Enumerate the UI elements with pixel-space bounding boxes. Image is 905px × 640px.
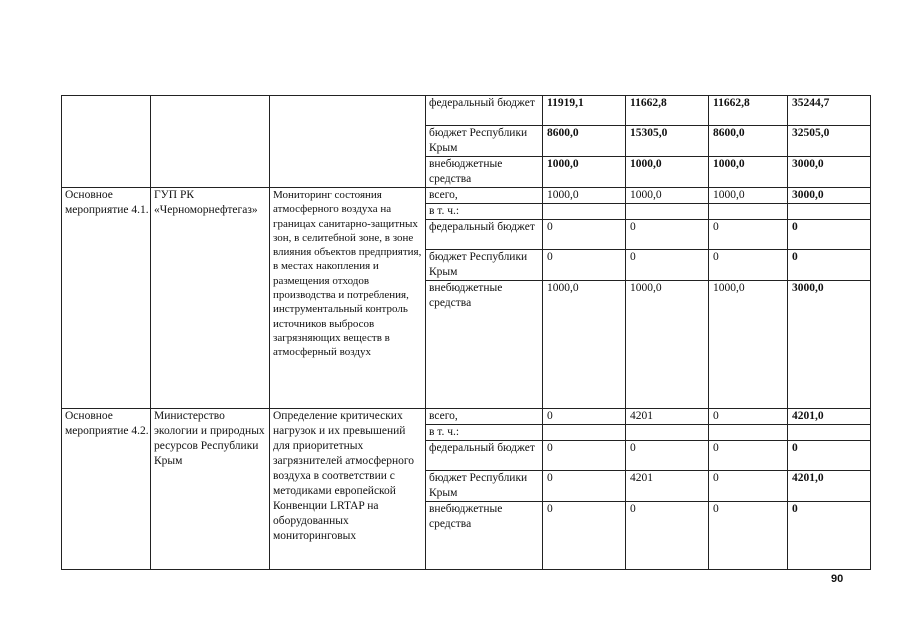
value-cell: 4201,0 bbox=[788, 471, 871, 502]
funding-source: внебюджетные средства bbox=[426, 281, 543, 409]
funding-source: внебюджетные средства bbox=[426, 157, 543, 188]
value-cell: 4201 bbox=[626, 409, 709, 425]
value-cell: 0 bbox=[709, 220, 788, 250]
funding-source: внебюджетные средства bbox=[426, 502, 543, 570]
value-cell: 0 bbox=[626, 441, 709, 471]
measure-name-cell bbox=[62, 96, 151, 188]
funding-source: в т. ч.: bbox=[426, 204, 543, 220]
executor-cell: Министерство экологии и природных ресурсов Республики Крым bbox=[151, 409, 270, 570]
table-row bbox=[62, 188, 871, 204]
value-cell: 11919,1 bbox=[543, 96, 626, 126]
value-cell: 3000,0 bbox=[788, 188, 871, 204]
value-cell: 0 bbox=[788, 250, 871, 281]
value-cell: 1000,0 bbox=[543, 157, 626, 188]
value-cell: 0 bbox=[709, 409, 788, 425]
value-cell bbox=[626, 425, 709, 441]
value-cell: 11662,8 bbox=[709, 96, 788, 126]
value-cell: 4201,0 bbox=[788, 409, 871, 425]
value-cell: 0 bbox=[543, 250, 626, 281]
value-cell: 0 bbox=[709, 441, 788, 471]
value-cell: 11662,8 bbox=[626, 96, 709, 126]
funding-source: в т. ч.: bbox=[426, 425, 543, 441]
value-cell: 1000,0 bbox=[626, 188, 709, 204]
value-cell: 0 bbox=[788, 502, 871, 570]
value-cell: 0 bbox=[543, 502, 626, 570]
value-cell bbox=[709, 425, 788, 441]
page-number: 90 bbox=[831, 573, 844, 585]
funding-table bbox=[61, 95, 871, 570]
executor-cell: ГУП РК «Черноморнефтегаз» bbox=[151, 188, 270, 409]
value-cell bbox=[709, 204, 788, 220]
description-cell bbox=[270, 96, 426, 188]
funding-source: бюджет Республики Крым bbox=[426, 471, 543, 502]
value-cell: 0 bbox=[709, 250, 788, 281]
value-cell bbox=[543, 425, 626, 441]
value-cell: 4201 bbox=[626, 471, 709, 502]
measure-name-cell: Основное мероприятие 4.1. bbox=[62, 188, 151, 409]
value-cell: 0 bbox=[709, 502, 788, 570]
value-cell: 8600,0 bbox=[709, 126, 788, 157]
value-cell: 0 bbox=[788, 220, 871, 250]
value-cell: 1000,0 bbox=[709, 157, 788, 188]
funding-source: всего, bbox=[426, 188, 543, 204]
table-row bbox=[62, 96, 871, 126]
measure-name-cell: Основное мероприятие 4.2. bbox=[62, 409, 151, 570]
value-cell: 1000,0 bbox=[626, 281, 709, 409]
value-cell: 35244,7 bbox=[788, 96, 871, 126]
value-cell bbox=[788, 204, 871, 220]
value-cell: 0 bbox=[543, 471, 626, 502]
value-cell: 32505,0 bbox=[788, 126, 871, 157]
value-cell: 0 bbox=[626, 250, 709, 281]
value-cell bbox=[543, 204, 626, 220]
value-cell: 0 bbox=[788, 441, 871, 471]
value-cell: 0 bbox=[626, 220, 709, 250]
funding-source: федеральный бюджет bbox=[426, 96, 543, 126]
funding-source: федеральный бюджет bbox=[426, 441, 543, 471]
value-cell: 0 bbox=[709, 471, 788, 502]
table-row bbox=[62, 409, 871, 425]
value-cell: 1000,0 bbox=[626, 157, 709, 188]
value-cell: 8600,0 bbox=[543, 126, 626, 157]
value-cell: 1000,0 bbox=[709, 281, 788, 409]
value-cell: 0 bbox=[543, 220, 626, 250]
executor-cell bbox=[151, 96, 270, 188]
value-cell: 0 bbox=[543, 409, 626, 425]
funding-source: федеральный бюджет bbox=[426, 220, 543, 250]
value-cell: 0 bbox=[626, 502, 709, 570]
value-cell: 0 bbox=[543, 441, 626, 471]
description-cell: Мониторинг состояния атмосферного воздуха на границах санитарно-защитных зон, в селитебной зоне, в зоне влияния объектов предприятия, в местах накопления и размещения отходов производства и потребления, инструментальный контроль источников выбросов загрязняющих веществ в атмосферный воздух bbox=[270, 188, 426, 409]
value-cell: 15305,0 bbox=[626, 126, 709, 157]
value-cell: 1000,0 bbox=[543, 188, 626, 204]
value-cell: 1000,0 bbox=[543, 281, 626, 409]
value-cell: 3000,0 bbox=[788, 157, 871, 188]
funding-source: всего, bbox=[426, 409, 543, 425]
value-cell: 3000,0 bbox=[788, 281, 871, 409]
funding-source: бюджет Республики Крым bbox=[426, 250, 543, 281]
value-cell bbox=[788, 425, 871, 441]
value-cell: 1000,0 bbox=[709, 188, 788, 204]
funding-source: бюджет Республики Крым bbox=[426, 126, 543, 157]
description-cell: Определение критических нагрузок и их превышений для приоритетных загрязнителей атмосферного воздуха в соответствии с методиками европейской Конвенции LRTAP на оборудованных мониторинговых bbox=[270, 409, 426, 570]
value-cell bbox=[626, 204, 709, 220]
